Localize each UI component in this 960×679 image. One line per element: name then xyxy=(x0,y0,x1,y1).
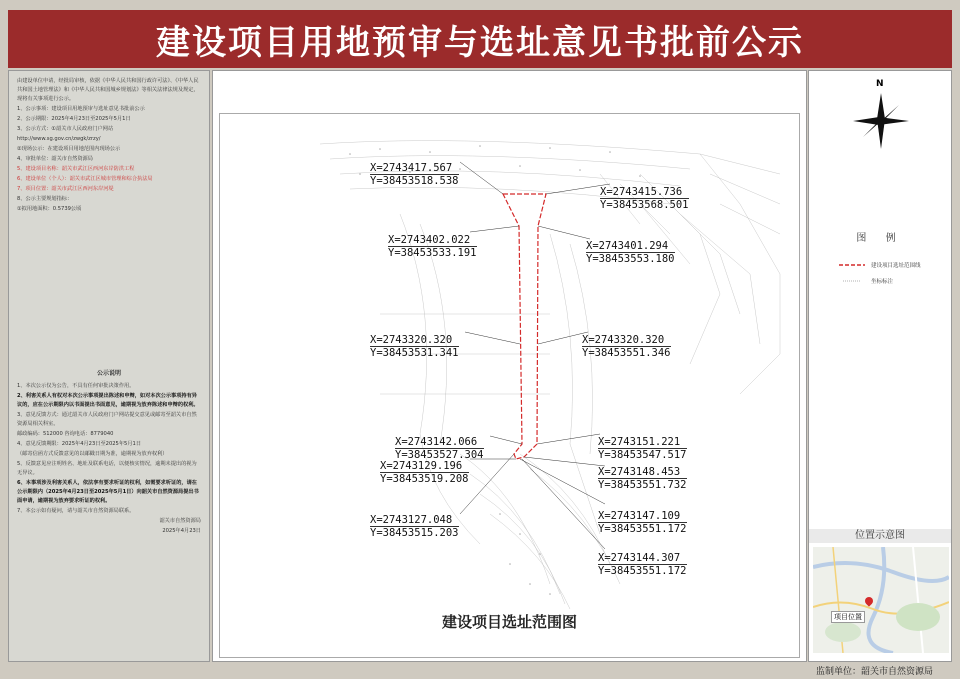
notice-line: 5、反馈意见应注明姓名、地址及联系电话，以便核实情况，逾期未提出的视为无异议。 xyxy=(17,461,197,476)
coordinate-label xyxy=(598,436,687,461)
legend-panel xyxy=(808,70,952,662)
notice-line: 2、利害关系人有权对本次公示事项提出陈述和申辩，如对本次公示事项持有异议的，应在公示期限内以书面提出书面意见，逾期视为放弃陈述和申辩的权利。 xyxy=(17,393,199,408)
notice-line: 4、意见反馈期限：2025年4月23日至2025年5月1日 xyxy=(17,441,142,447)
red-dashed-line-icon xyxy=(839,262,865,268)
north-arrow xyxy=(849,79,913,149)
notice-text-panel xyxy=(8,70,210,662)
location-map-title: 位置示意图 xyxy=(809,529,951,543)
coordinate-y: Y=38453551.172 xyxy=(598,523,687,535)
supervisor-label: 监制单位：韶关市自然资源局 xyxy=(816,667,934,677)
coordinate-y: Y=38453551.172 xyxy=(598,565,687,577)
item-line: http://www.sg.gov.cn/zwgk/zrzy/ xyxy=(17,136,101,142)
item-line: 1、公示事项：建设项目用地预审与选址意见书批前公示 xyxy=(17,106,145,112)
item-line: 2、公示期限：2025年4月23日至2025年5月1日 xyxy=(17,116,131,122)
spacer xyxy=(17,215,201,365)
item-line: 4、审批单位：韶关市自然资源局 xyxy=(17,156,93,162)
sign-date: 2025年4月23日 xyxy=(162,528,201,534)
coordinate-x: X=2743320.320 xyxy=(370,334,459,347)
item-line: 7、项目位置：韶关市武江区西河东岸河堤 xyxy=(17,186,114,192)
coordinate-y: Y=38453518.538 xyxy=(370,175,459,187)
coordinate-x: X=2743147.109 xyxy=(598,510,687,523)
coordinate-y: Y=38453551.732 xyxy=(598,479,687,491)
coordinate-y: Y=38453527.304 xyxy=(395,449,484,461)
item-line: ①拟用地面积：0.5739公顷 xyxy=(17,206,82,212)
location-map xyxy=(813,547,949,653)
coordinate-y: Y=38453531.341 xyxy=(370,347,459,359)
coordinate-label xyxy=(600,186,689,211)
item-line: 3、公示方式：①韶关市人民政府门户网站 xyxy=(17,126,114,132)
title-banner xyxy=(8,10,952,68)
notice-line: 3、意见反馈方式：通过韶关市人民政府门户网站提交意见或邮寄至韶关市自然资源局相关科室。 xyxy=(17,412,197,427)
location-label: 项目位置 xyxy=(831,611,865,623)
coordinate-label xyxy=(370,514,459,539)
coordinate-label xyxy=(598,552,687,577)
coordinate-y: Y=38453568.501 xyxy=(600,199,689,211)
legend-title: 图 例 xyxy=(856,233,904,244)
coordinate-x: X=2743402.022 xyxy=(388,234,477,247)
project-boundary-line xyxy=(503,194,546,459)
notice-line: 6、本事项涉及利害关系人，依法享有要求听证的权利，如需要求听证的，请在公示期限内（2025年4月23日至2025年5月1日）向韶关市自然资源局提出书面申请，逾期视为放弃要求听证的权利。 xyxy=(17,480,199,504)
item-line: 6、建设单位（个人）：韶关市武江区城市管理和综合执法局 xyxy=(17,176,153,182)
coordinate-label xyxy=(582,334,671,359)
coordinate-label xyxy=(380,460,469,485)
legend-label: 坐标标注 xyxy=(871,279,894,285)
item-list xyxy=(17,105,201,214)
item-line: ②现场公示：在建设项目用地范围内现场公示 xyxy=(17,146,121,152)
signer: 韶关市自然资源局 xyxy=(159,518,201,524)
coordinate-y: Y=38453515.203 xyxy=(370,527,459,539)
notice-line: （邮寄信函方式反馈意见的以邮戳日期为准，逾期视为放弃权利） xyxy=(17,451,168,457)
coordinate-x: X=2743127.048 xyxy=(370,514,459,527)
coordinate-label xyxy=(598,466,687,491)
notice-heading: 公示说明 xyxy=(96,370,121,377)
notice-line: 邮政编码：512000 咨询电话：8779040 xyxy=(17,431,114,437)
coordinate-label xyxy=(395,436,484,461)
coordinate-x: X=2743415.736 xyxy=(600,186,689,199)
coordinate-label xyxy=(370,162,459,187)
north-label: N xyxy=(876,79,884,89)
compass-icon xyxy=(849,91,913,151)
coordinate-x: X=2743401.294 xyxy=(586,240,675,253)
coordinate-x: X=2743148.453 xyxy=(598,466,687,479)
item-line: 5、建设项目名称：韶关市武江区西河东岸防洪工程 xyxy=(17,166,135,172)
coordinate-x: X=2743142.066 xyxy=(395,436,484,449)
coordinate-y: Y=38453551.346 xyxy=(582,347,671,359)
legend-boundary xyxy=(839,261,921,269)
site-map-drawing xyxy=(220,114,799,644)
coordinate-y: Y=38453547.517 xyxy=(598,449,687,461)
coordinate-y: Y=38453553.180 xyxy=(586,253,675,265)
coordinate-label xyxy=(370,334,459,359)
location-map-drawing xyxy=(813,547,949,653)
coordinate-label xyxy=(586,240,675,265)
item-line: 8、公示主要规划指标： xyxy=(17,196,73,202)
coordinate-mark-icon xyxy=(839,278,865,284)
legend-label: 建设项目选址范围线 xyxy=(871,263,921,269)
map-title: 建设项目选址范围图 xyxy=(441,613,577,631)
intro-paragraph: 由建设单位申请，经批局审核，依据《中华人民共和国行政许可法》、《中华人民共和国土地管理法》和《中华人民共和国城乡规划法》等相关法律法规及规定，现将有关事项进行公示。 xyxy=(17,78,199,102)
legend-coordinate xyxy=(839,277,893,285)
coordinate-x: X=2743417.567 xyxy=(370,162,459,175)
notice-list xyxy=(17,382,201,516)
site-map-panel xyxy=(212,70,807,662)
notice-line: 1、本次公示仅为公告，不具有任何审批决策作用。 xyxy=(17,383,135,389)
coordinate-x: X=2743144.307 xyxy=(598,552,687,565)
coordinate-x: X=2743151.221 xyxy=(598,436,687,449)
coordinate-label xyxy=(388,234,477,259)
notice-line: 7、本公示如有疑问，请与韶关市自然资源局联系。 xyxy=(17,508,135,514)
coordinate-x: X=2743320.320 xyxy=(582,334,671,347)
page-title: 建设项目用地预审与选址意见书批前公示 xyxy=(156,22,804,63)
coordinate-y: Y=38453519.208 xyxy=(380,473,469,485)
coordinate-x: X=2743129.196 xyxy=(380,460,469,473)
coordinate-label xyxy=(598,510,687,535)
map-frame xyxy=(219,113,800,658)
coordinate-y: Y=38453533.191 xyxy=(388,247,477,259)
